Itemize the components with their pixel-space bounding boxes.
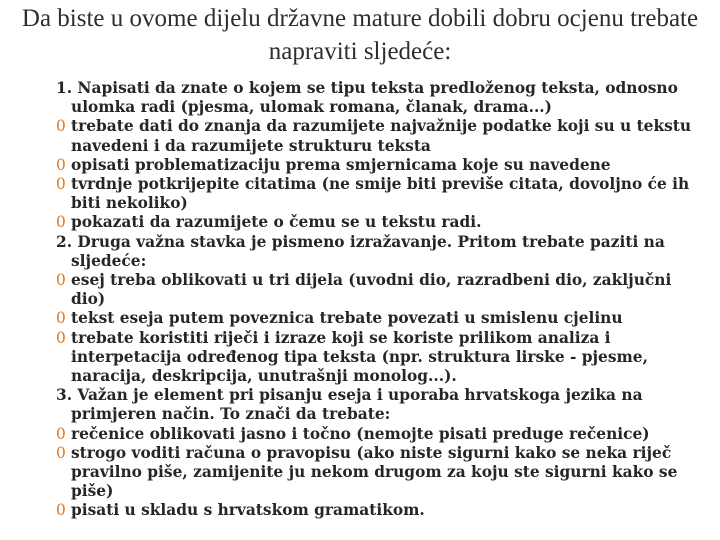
- zero-bullet-icon: 0: [56, 155, 66, 174]
- zero-bullet-icon: 0: [56, 309, 66, 328]
- item-text: rečenice oblikovati jasno i točno (nemojte pisati preduge rečenice): [71, 424, 650, 443]
- item-text: pisati u skladu s hrvatskom gramatikom.: [71, 501, 425, 520]
- zero-bullet-icon: 0: [56, 424, 66, 443]
- zero-bullet-icon: 0: [56, 443, 66, 462]
- slide-title: Da biste u ovome dijelu državne mature dobili dobru ocjenu trebate napraviti sljedeće:: [21, 5, 699, 65]
- item-text: esej treba oblikovati u tri dijela (uvodni dio, razradbeni dio, zaključni dio): [71, 271, 672, 309]
- bullet-item: [56, 175, 696, 213]
- item-text: 3. Važan je element pri pisanju eseja i uporaba hrvatskoga jezika na primjeren način. To znači da trebate:: [56, 386, 643, 424]
- bullet-item: [56, 271, 696, 309]
- bullet-item: [56, 501, 696, 520]
- zero-bullet-icon: 0: [56, 271, 66, 290]
- item-text: pokazati da razumijete o čemu se u tekstu radi.: [71, 213, 482, 232]
- zero-bullet-icon: 0: [56, 213, 66, 232]
- bullet-item: [56, 329, 696, 387]
- item-text: tvrdnje potkrijepite citatima (ne smije biti previše citata, dovoljno će ih biti nekoliko): [71, 175, 690, 213]
- bullet-item: [56, 425, 696, 444]
- bullet-item: [56, 156, 696, 175]
- numbered-item-3: [56, 386, 696, 424]
- numbered-item-1: [56, 79, 696, 117]
- item-text: tekst eseja putem poveznica trebate povezati u smislenu cjelinu: [71, 309, 623, 328]
- content-list: [56, 79, 696, 521]
- item-text: opisati problematizaciju prema smjernicama koje su navedene: [71, 155, 611, 174]
- numbered-item-2: [56, 233, 696, 271]
- bullet-item: [56, 309, 696, 328]
- zero-bullet-icon: 0: [56, 328, 66, 347]
- bullet-item: [56, 213, 696, 232]
- bullet-item: [56, 444, 696, 502]
- item-text: 2. Druga važna stavka je pismeno izražavanje. Pritom trebate paziti na sljedeće:: [56, 232, 665, 270]
- item-text: trebate dati do znanja da razumijete najvažnije podatke koji su u tekstu navedeni i da razumijete strukturu teksta: [71, 117, 692, 155]
- bullet-item: [56, 117, 696, 155]
- item-text: strogo voditi računa o pravopisu (ako niste sigurni kako se neka riječ pravilno piše, zamijenite ju nekom drugom za koju ste sigurni kako se piše): [71, 443, 678, 501]
- zero-bullet-icon: 0: [56, 175, 66, 194]
- item-text: trebate koristiti riječi i izraze koji se koriste prilikom analiza i interpetacija određenog tipa teksta (npr. struktura lirske - pjesme, naracija, deskripcija, unutrašnji monolog...).: [71, 328, 648, 386]
- item-text: 1. Napisati da znate o kojem se tipu teksta predloženog teksta, odnosno ulomka radi (pjesma, ulomak romana, članak, drama...): [56, 79, 678, 117]
- zero-bullet-icon: 0: [56, 117, 66, 136]
- zero-bullet-icon: 0: [56, 501, 66, 520]
